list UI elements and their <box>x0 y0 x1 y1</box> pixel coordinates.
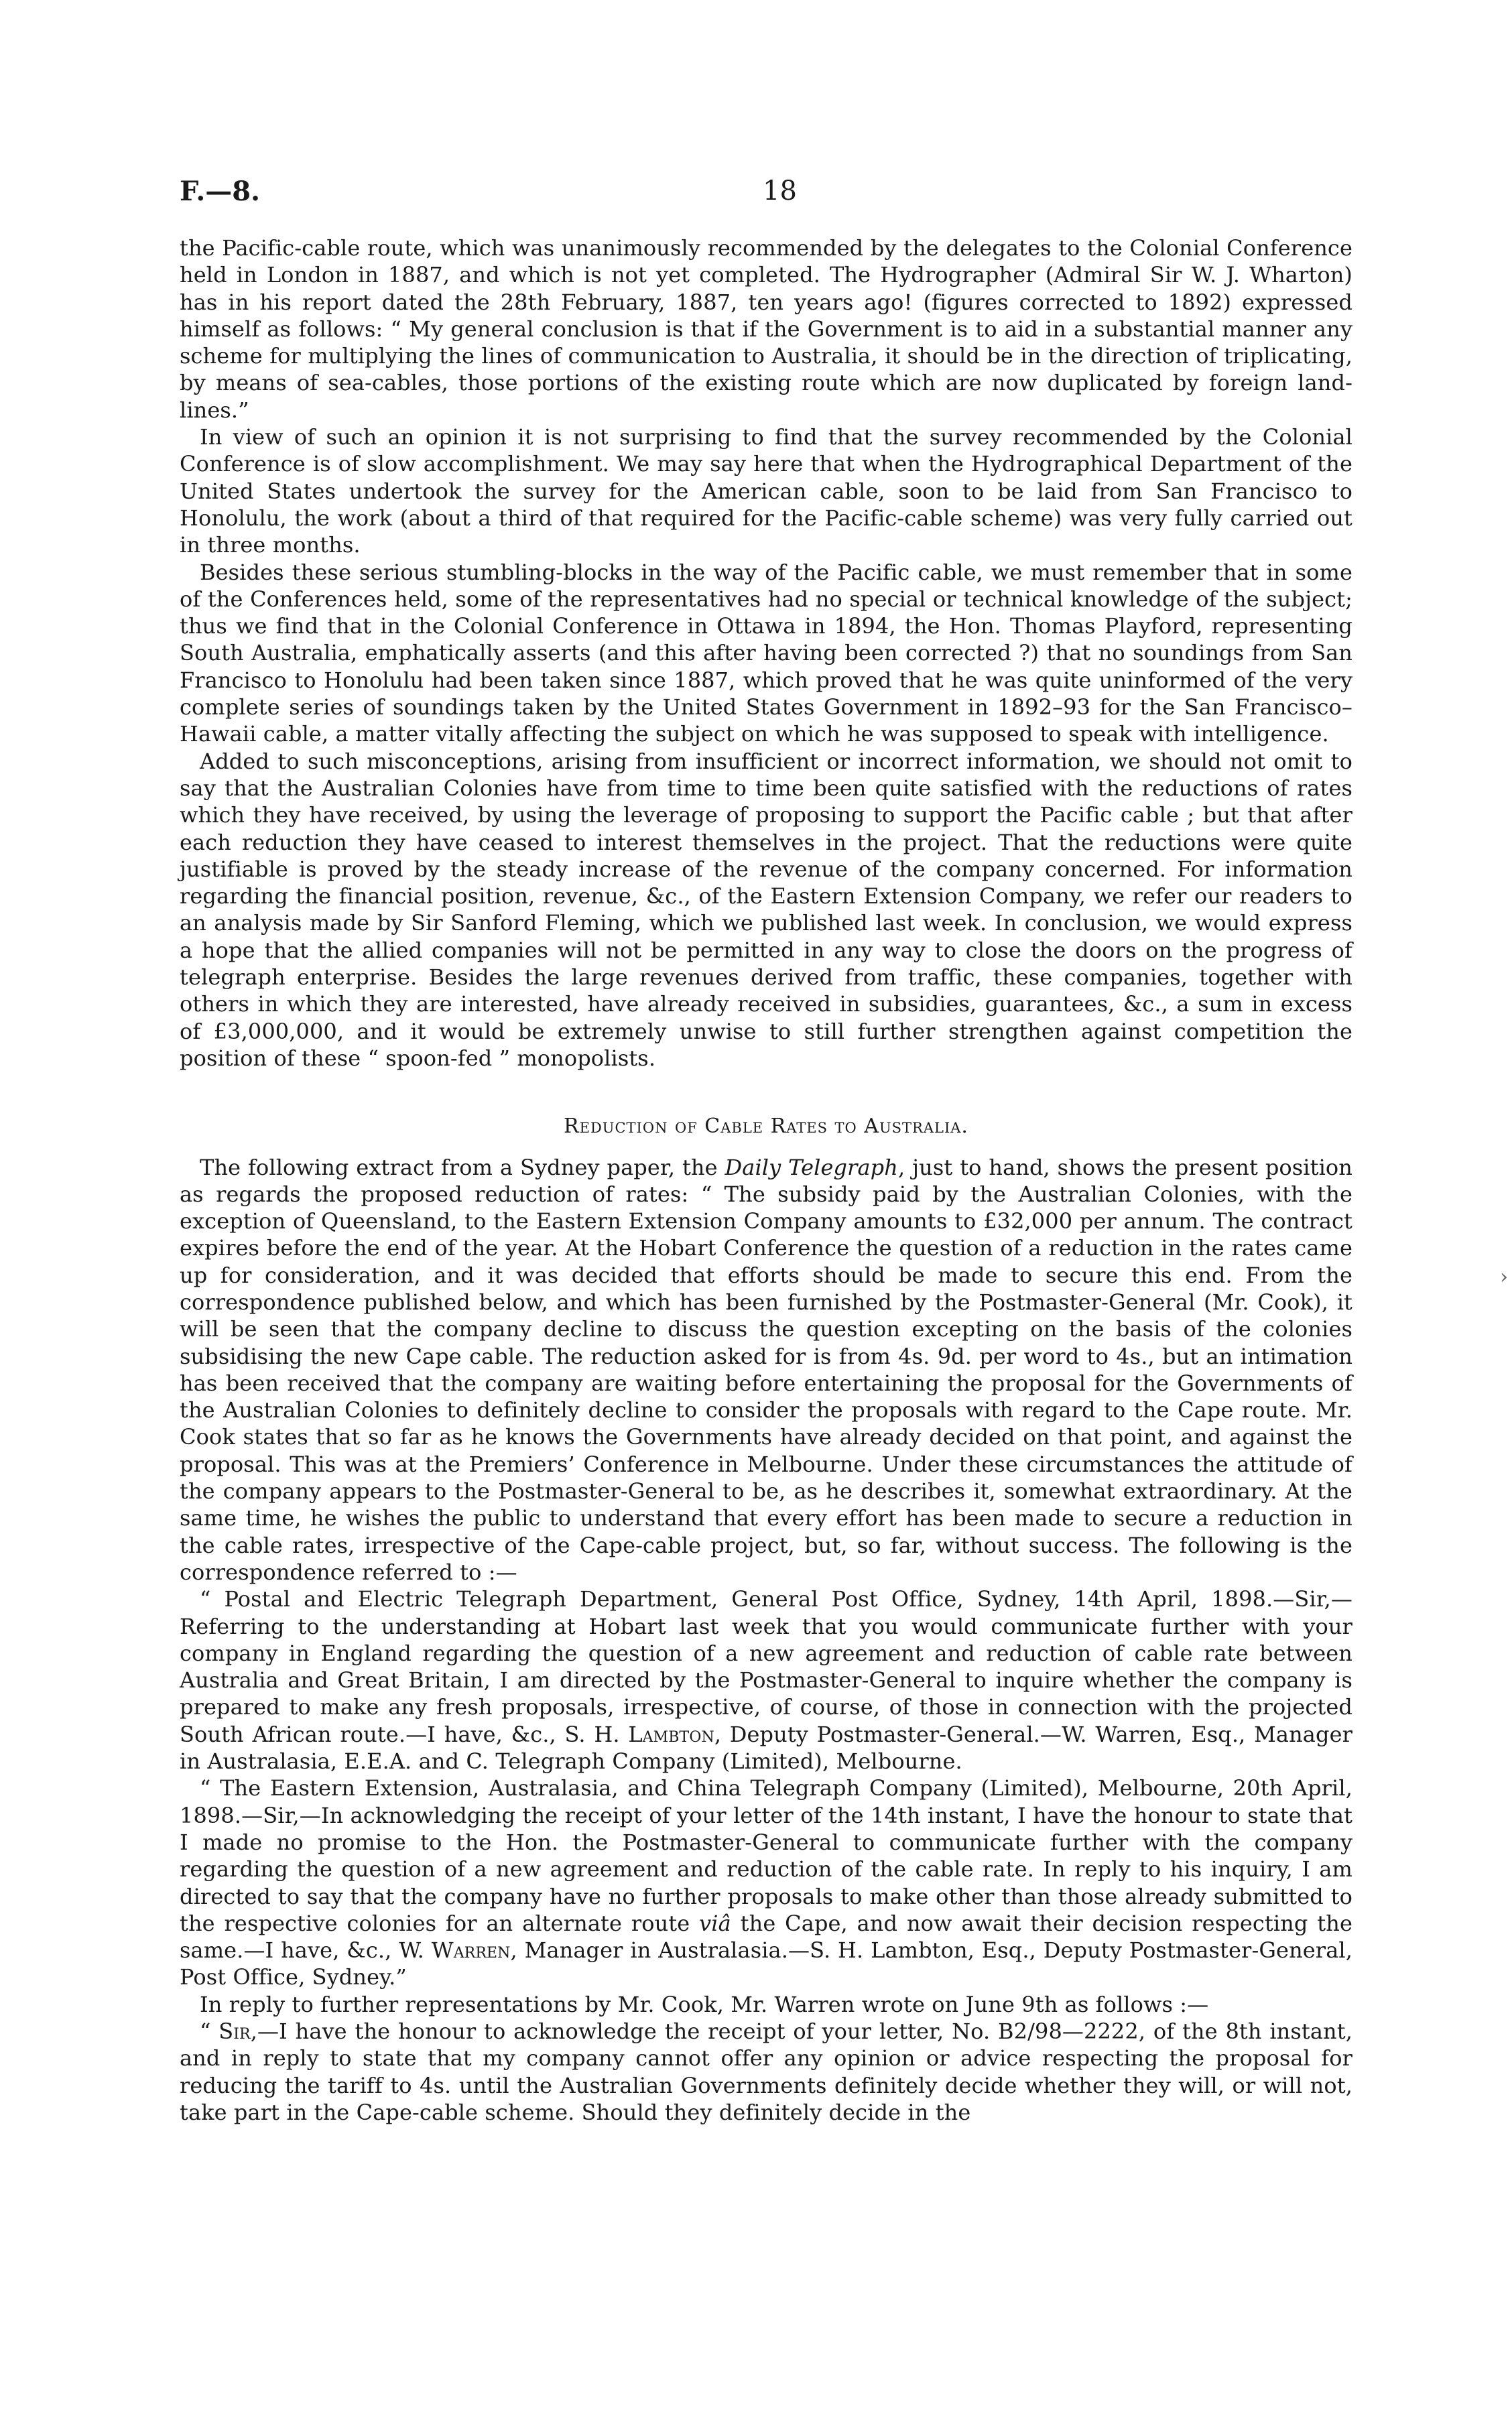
page-number: 18 <box>763 176 797 206</box>
paragraph: Added to such misconceptions, arising from insufficient or incorrect information, we should not omit to say that the Australian Colonies have from time to time been quite satisfied with the reductions of rates which they have received, by using the leverage of proposing to support the Pacific cable ; but that after each reduction they have ceased to interest themselves in the project. That the reductions were quite justifiable is proved by the steady increase of the revenue of the company concerned. For information regarding the financial position, revenue, &c., of the Eastern Extension Company, we refer our readers to an analysis made by Sir Sanford Fleming, which we published last week. In conclusion, we would express a hope that the allied companies will not be permitted in any way to close the doors on the progress of telegraph enterprise. Besides the large revenues derived from traffic, these companies, together with others in which they are interested, have already received in subsidies, guarantees, &c., a sum in excess of £3,000,000, and it would be extremely unwise to still further strengthen against competition the position of these “ spoon-fed ” monopolists. <box>180 748 1352 1071</box>
letter-paragraph: “ Sir,—I have the honour to acknowledge the receipt of your letter, No. B2/98—2222, of the 8th instant, and in reply to state that my company cannot offer any opinion or advice respecting the proposal for reducing the tariff to 4s. until the Australian Governments definitely decide whether they will, or will not, take part in the Cape-cable scheme. Should they definitely decide in the <box>180 2019 1352 2125</box>
paragraph: In reply to further representations by Mr. Cook, Mr. Warren wrote on June 9th as follows :— <box>200 1991 1209 2017</box>
paragraph: the Pacific-cable route, which was unanimously recommended by the delegates to the Colonial Conference held in London in 1887, and which is not yet completed. The Hydrographer (Admiral Sir W. J. Wharton) has in his report dated the 28th February, 1887, ten years ago! (figures corrected to 1892) expressed himself as follows: “ My general conclusion is that if the Government is to aid in a substantial manner any scheme for multiplying the lines of communication to Australia, it should be in the direction of triplicating, by means of sea-cables, those portions of the existing route which are now duplicated by foreign land-lines.” <box>180 235 1352 423</box>
signature-name: Warren <box>431 1937 511 1964</box>
page-header <box>180 176 1352 216</box>
paragraph: In view of such an opinion it is not surprising to find that the survey recommended by the Colonial Conference is of slow accomplishment. We may say here that when the Hydrographical Department of the United States undertook the survey for the American cable, soon to be laid from San Francisco to Honolulu, the work (about a third of that required for the Pacific-cable scheme) was very fully carried out in three months. <box>180 424 1352 558</box>
letter-paragraph: “ Postal and Electric Telegraph Department, General Post Office, Sydney, 14th April, 1898.—Sir,—Referring to the understanding at Hobart last week that you would communicate further with your company in England regarding the question of a new agreement and reduction of cable rate between Australia and Great Britain, I am directed by the Postmaster-General to inquire whether the company is prepared to make any fresh proposals, irrespective, of course, of those in connection with the projected South African route.—I have, &c., S. H. Lambton, Deputy Postmaster-General.—W. Warren, Esq., Manager in Australasia, E.E.A. and C. Telegraph Company (Limited), Melbourne. <box>180 1586 1353 1775</box>
section-heading: Reduction of Cable Rates to Australia. <box>564 1114 968 1139</box>
newspaper-title: Daily Telegraph <box>724 1154 898 1180</box>
margin-mark: › <box>1500 1265 1508 1289</box>
document-page <box>180 176 1352 2126</box>
article-body <box>180 235 1352 2126</box>
paragraph: Besides these serious stumbling-blocks in the way of the Pacific cable, we must remember that in some of the Conferences held, some of the representatives had no special or technical knowledge of the subject; thus we find that in the Colonial Conference in Ottawa in 1894, the Hon. Thomas Playford, representing South Australia, emphatically asserts (and this after having been corrected ?) that no soundings from San Francisco to Honolulu had been taken since 1887, which proved that he was quite uninformed of the very complete series of soundings taken by the United States Government in 1892–93 for the San Francisco–Hawaii cable, a matter vitally affecting the subject on which he was supposed to speak with intelligence. <box>180 559 1352 747</box>
signature-name: Lambton <box>628 1721 714 1747</box>
paragraph: The following extract from a Sydney paper, the Daily Telegraph, just to hand, shows the present position as regards the proposed reduction of rates: “ The subsidy paid by the Australian Colonies, with the exception of Queensland, to the Eastern Extension Company amounts to £32,000 per annum. The contract expires before the end of the year. At the Hobart Conference the question of a reduction in the rates came up for consideration, and it was decided that efforts should be made to secure this end. From the correspondence published below, and which has been furnished by the Postmaster-General (Mr. Cook), it will be seen that the company decline to discuss the question excepting on the basis of the colonies subsidising the new Cape cable. The reduction asked for is from 4s. 9d. per word to 4s., but an intimation has been received that the company are waiting before entertaining the proposal for the Governments of the Australian Colonies to definitely decline to consider the proposals with regard to the Cape route. Mr. Cook states that so far as he knows the Governments have already decided on that point, and against the proposal. This was at the Premiers’ Conference in Melbourne. Under these circumstances the attitude of the company appears to the Postmaster-General to be, as he describes it, somewhat extraordinary. At the same time, he wishes the public to understand that every effort has been made to secure a reduction in the cable rates, irrespective of the Cape-cable project, but, so far, without success. The following is the correspondence referred to :— <box>180 1154 1353 1585</box>
document-reference: F.—8. <box>180 176 261 207</box>
letter-paragraph: “ The Eastern Extension, Australasia, and China Telegraph Company (Limited), Melbourne, 20th April, 1898.—Sir,—In acknowledging the receipt of your letter of the 14th instant, I have the honour to state that I made no promise to the Hon. the Postmaster-General to communicate further with the company regarding the question of a new agreement and reduction of the cable rate. In reply to his inquiry, I am directed to say that the company have no further proposals to make other than those already submitted to the respective colonies for an alternate route viâ the Cape, and now await their decision respecting the same.—I have, &c., W. Warren, Manager in Australasia.—S. H. Lambton, Esq., Deputy Postmaster-General, Post Office, Sydney.” <box>180 1775 1353 1990</box>
